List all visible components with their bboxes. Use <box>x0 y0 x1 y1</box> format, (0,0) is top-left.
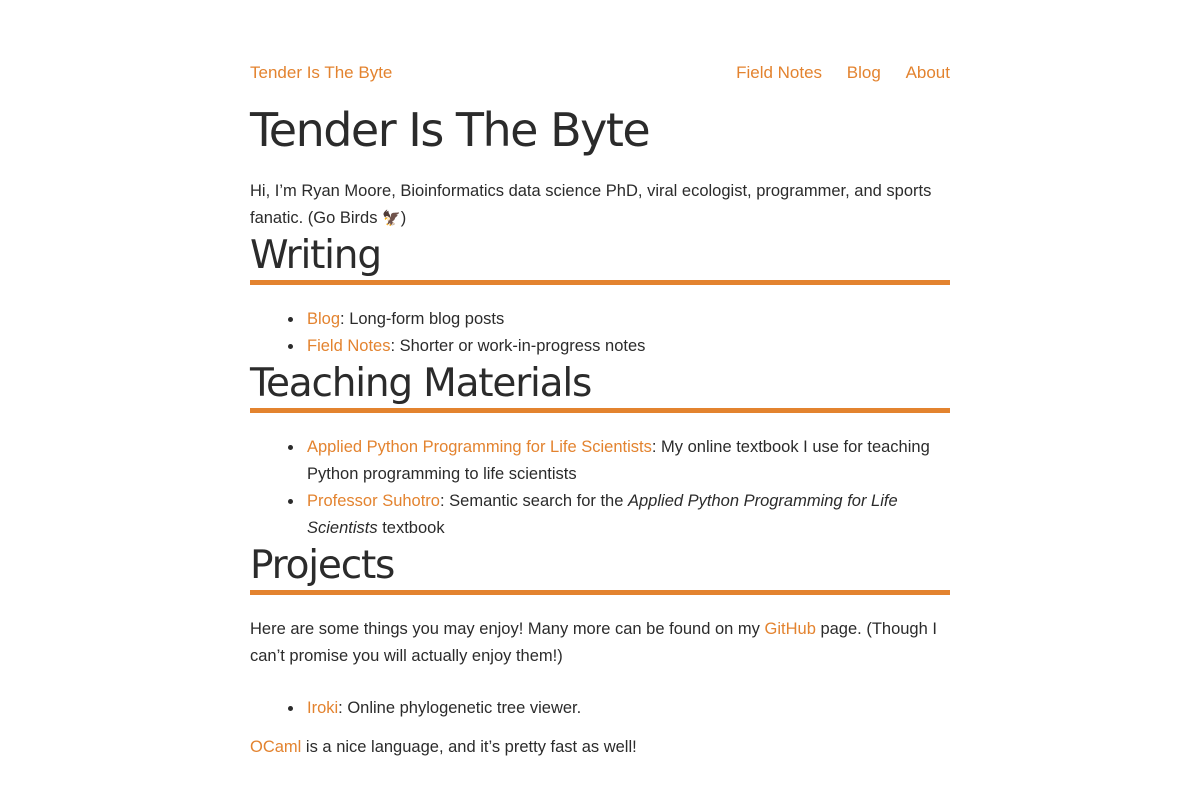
page-title: Tender Is The Byte <box>250 103 650 157</box>
projects-intro-text-end: page. (Though I can’t promise you will actually enjoy them!) <box>250 620 937 665</box>
ocaml-link[interactable]: OCaml <box>250 738 302 756</box>
intro-text: Hi, I’m Ryan Moore, Bioinformatics data science PhD, viral ecologist, programmer, and sports fanatic. (Go Birds <box>250 182 932 227</box>
teaching-heading: Teaching Materials <box>250 360 950 413</box>
list-item <box>307 333 950 360</box>
list-item-description: : Long-form blog posts <box>340 310 505 328</box>
eagle-icon: 🦅 <box>382 210 401 227</box>
list-item <box>307 695 950 722</box>
page-container <box>250 60 950 761</box>
intro-paragraph <box>250 178 950 232</box>
iroki-link[interactable]: Iroki <box>307 699 339 717</box>
list-item <box>307 306 950 333</box>
intro-close: ) <box>400 209 407 227</box>
github-link[interactable]: GitHub <box>764 620 816 638</box>
teaching-list <box>250 434 950 542</box>
writing-field-notes-link[interactable]: Field Notes <box>307 337 391 355</box>
list-item-description: : Semantic search for the <box>439 492 628 510</box>
nav-field-notes-link[interactable]: Field Notes <box>736 63 823 82</box>
projects-intro-text: Here are some things you may enjoy! Many more can be found on my <box>250 620 765 638</box>
projects-intro-paragraph <box>250 616 950 670</box>
nav-about-link[interactable]: About <box>905 63 950 82</box>
site-title-link[interactable]: Tender Is The Byte <box>250 63 393 82</box>
list-item-description-end: textbook <box>377 519 445 537</box>
projects-list <box>250 695 950 722</box>
python-textbook-link[interactable]: Applied Python Programming for Life Scientists <box>307 438 652 456</box>
projects-heading: Projects <box>250 542 950 595</box>
nav-blog-link[interactable]: Blog <box>846 63 881 82</box>
list-item-description: : Online phylogenetic tree viewer. <box>338 699 582 717</box>
ocaml-paragraph <box>250 734 950 761</box>
writing-heading: Writing <box>250 232 950 285</box>
list-item-description: : My online textbook I use for teaching Python programming to life scientists <box>307 438 930 483</box>
professor-suhotro-link[interactable]: Professor Suhotro <box>307 492 440 510</box>
writing-list <box>250 306 950 360</box>
top-navigation <box>250 60 950 90</box>
list-item <box>307 488 950 542</box>
ocaml-text: is a nice language, and it’s pretty fast as well! <box>301 738 637 756</box>
list-item-description: : Shorter or work-in-progress notes <box>390 337 646 355</box>
list-item <box>307 434 950 488</box>
writing-blog-link[interactable]: Blog <box>307 310 341 328</box>
nav-links <box>736 60 950 86</box>
textbook-title-emphasis: Applied Python Programming for Life Scientists <box>307 492 898 537</box>
